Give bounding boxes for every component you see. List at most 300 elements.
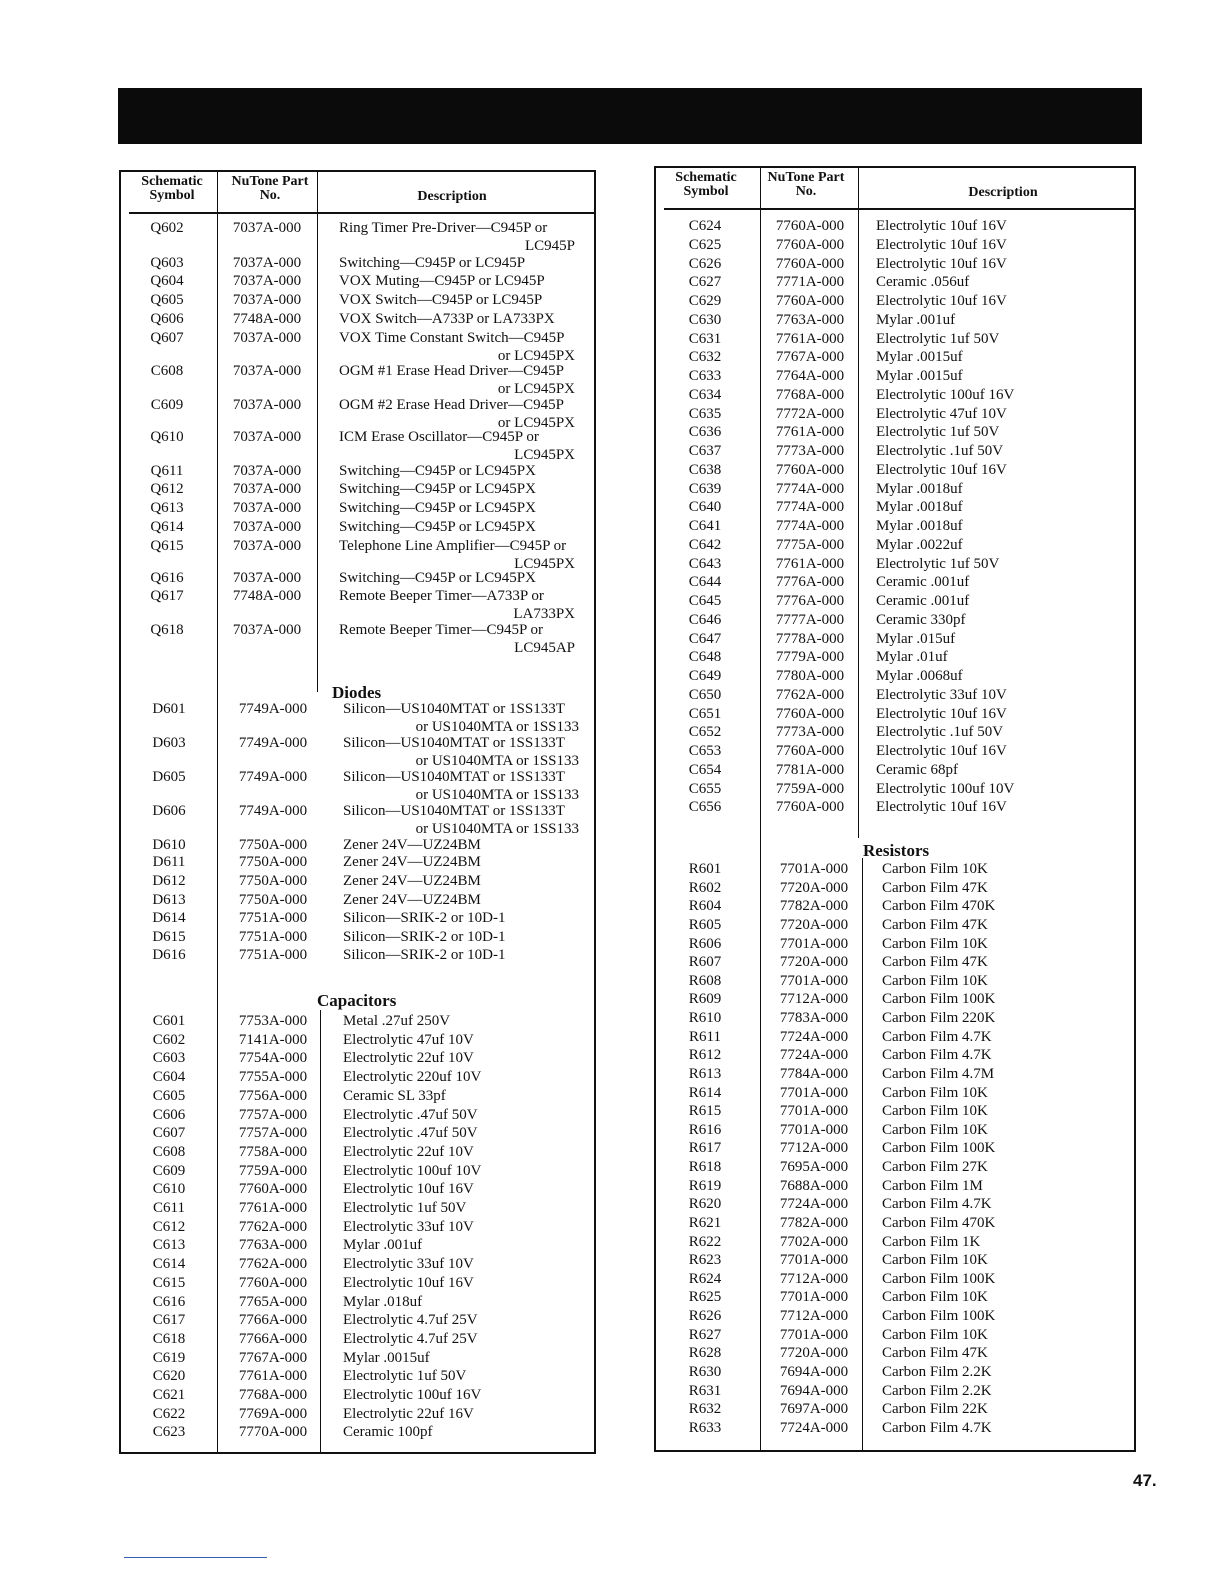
schematic-symbol: C632 [688,349,722,366]
part-number: 7712A-000 [779,1308,849,1325]
description: Electrolytic 47uf 10V [343,1031,474,1048]
description-header: Description [417,189,487,204]
part-number: 7037A-000 [232,481,302,497]
table-row [121,310,594,329]
description: Carbon Film 2.2K [882,1382,992,1399]
table-row [121,700,594,735]
part-number: 7748A-000 [232,311,302,327]
part-number: 7764A-000 [775,368,845,384]
part-number: 7694A-000 [779,1382,849,1399]
section-title: Capacitors [317,991,397,1010]
schematic-symbol: C648 [688,649,722,666]
part-number: 7724A-000 [779,1419,849,1436]
schematic-symbol: R613 [688,1065,722,1082]
part-number: 7037A-000 [232,363,302,379]
schematic-symbol: C634 [688,386,722,403]
schematic-symbol: C656 [688,799,722,816]
schematic-symbol: C622 [152,1405,186,1422]
table-row [656,423,1134,442]
part-number: 7774A-000 [775,499,845,516]
part-number: 7760A-000 [775,255,845,272]
description-block [339,621,575,657]
table-row [656,1195,1134,1214]
description: Electrolytic .1uf 50V [876,443,1004,459]
description-continued: LA733PX [513,606,575,622]
part-number: 7701A-000 [779,1103,849,1120]
description: Electrolytic 10uf 16V [343,1181,474,1198]
table-row [121,587,594,622]
description: Electrolytic 220uf 10V [343,1069,482,1086]
schematic-symbol: C607 [152,1125,186,1142]
schematic-symbol: C611 [153,1200,185,1216]
table-row [656,311,1134,330]
table-row [121,621,594,656]
part-number: 7697A-000 [779,1401,849,1418]
description: Electrolytic 100uf 10V [343,1162,482,1179]
schematic-symbol: C642 [688,536,722,553]
parts-table-left [119,170,596,1454]
part-number: 7724A-000 [779,1196,849,1213]
table-row [656,879,1134,898]
description: Electrolytic 100uf 16V [343,1387,482,1403]
schematic-symbol: R614 [688,1084,722,1101]
description: Electrolytic 22uf 16V [343,1405,474,1422]
schematic-symbol-header: Schematic Symbol [141,174,203,203]
table-row [656,517,1134,536]
part-no-header: NuTone Part No. [231,174,309,203]
description: Electrolytic 33uf 10V [343,1218,474,1235]
part-number: 7773A-000 [775,443,845,459]
description: Mylar .01uf [876,649,948,666]
schematic-symbol: R606 [688,935,722,952]
table-row [656,1065,1134,1084]
table-row [121,518,594,537]
schematic-symbol: R607 [688,954,722,971]
part-number: 7754A-000 [238,1050,308,1067]
description: Carbon Film 1M [882,1177,983,1194]
table-row [121,1423,594,1442]
description: Electrolytic 100uf 10V [876,780,1015,797]
schematic-symbol: R628 [688,1345,722,1362]
schematic-symbol: D611 [152,854,186,870]
part-number: 7763A-000 [775,311,845,328]
description: Mylar .0068uf [876,668,963,684]
table-row [121,1106,594,1125]
table-row [121,480,594,499]
description-continued: LC945P [524,238,575,254]
schematic-symbol: R625 [688,1289,722,1306]
schematic-symbol: Q614 [150,519,184,535]
part-number: 7694A-000 [779,1364,849,1380]
schematic-symbol: R627 [688,1326,722,1343]
part-number: 7037A-000 [232,292,302,308]
table-row [121,909,594,928]
schematic-symbol: Q618 [150,622,184,638]
description-block [339,587,575,623]
description: Remote Beeper Timer—C945P or [339,622,544,638]
schematic-symbol: R630 [688,1364,722,1380]
description: Carbon Film 4.7K [882,1047,992,1064]
schematic-symbol: R633 [688,1419,722,1436]
description: Carbon Film 47K [882,954,988,971]
table-row [121,1405,594,1424]
table-row [656,798,1134,817]
schematic-symbol: R623 [688,1252,722,1269]
part-number: 7037A-000 [232,519,302,535]
description: Zener 24V—UZ24BM [343,892,481,908]
part-number: 7037A-000 [232,622,302,638]
schematic-symbol: C606 [152,1106,186,1123]
schematic-symbol: Q615 [150,538,184,554]
schematic-symbol: R618 [688,1159,722,1176]
schematic-symbol: C638 [688,461,722,478]
description: Ceramic 68pf [876,761,959,778]
description: Ring Timer Pre-Driver—C945P or [339,220,548,236]
part-number: 7760A-000 [775,461,845,478]
table-row [656,236,1134,255]
description-continued: or LC945PX [497,381,575,397]
part-number: 7753A-000 [238,1013,308,1029]
schematic-symbol: C624 [688,218,722,234]
schematic-symbol: R604 [688,898,722,915]
part-number: 7774A-000 [775,480,845,497]
part-number: 7037A-000 [232,220,302,236]
schematic-symbol: C626 [688,255,722,272]
schematic-symbol: D615 [152,929,186,945]
table-row [121,891,594,910]
part-number: 7720A-000 [779,1345,849,1362]
description: Carbon Film 10K [882,1121,988,1138]
schematic-symbol: R631 [688,1382,722,1399]
description: Mylar .001uf [343,1237,423,1254]
table-row [121,396,594,431]
part-number: 7749A-000 [238,735,308,751]
schematic-symbol: Q602 [150,220,184,236]
table-row [656,780,1134,799]
part-number: 7748A-000 [232,588,302,604]
table-row [121,946,594,965]
description: Ceramic .001uf [876,593,970,609]
part-number: 7771A-000 [775,274,845,291]
part-number: 7779A-000 [775,649,845,666]
schematic-symbol: C625 [688,236,722,253]
schematic-symbol: R624 [688,1270,722,1287]
table-row [121,1068,594,1087]
description: Switching—C945P or LC945P [339,255,526,271]
part-number: 7759A-000 [775,780,845,797]
description-block [339,428,575,464]
table-row [121,1311,594,1330]
table-row [121,872,594,891]
description: Switching—C945P or LC945PX [339,519,536,535]
table-row [656,1028,1134,1047]
schematic-symbol: C654 [688,761,722,778]
table-row [121,1330,594,1349]
description: Silicon—US1040MTAT or 1SS133T [343,735,565,751]
part-number: 7760A-000 [775,218,845,234]
schematic-symbol: D606 [152,803,186,819]
schematic-symbol: R626 [688,1308,722,1325]
schematic-symbol: C627 [688,274,722,291]
description: Electrolytic 10uf 16V [876,293,1007,309]
description: Carbon Film 10K [882,861,988,877]
table-row [656,761,1134,780]
description: Carbon Film 470K [882,898,996,915]
part-number: 7761A-000 [238,1368,308,1385]
description: Mylar .0018uf [876,518,963,534]
table-row [121,1199,594,1218]
part-number: 7750A-000 [238,837,308,853]
schematic-symbol: R616 [688,1121,722,1138]
footer-rule [124,1557,267,1558]
description: VOX Switch—C945P or LC945P [339,292,543,308]
schematic-symbol: C613 [152,1237,186,1254]
part-number: 7757A-000 [238,1125,308,1142]
description: ICM Erase Oscillator—C945P or [339,429,539,445]
description: Carbon Film 100K [882,1140,996,1157]
header-banner [118,88,1142,144]
description: Electrolytic .47uf 50V [343,1106,478,1123]
description: Carbon Film 47K [882,916,988,933]
part-number: 7724A-000 [779,1028,849,1045]
table-row [656,860,1134,879]
description-continued: or US1040MTA or 1SS133 [415,753,579,769]
table-row [121,1386,594,1405]
schematic-symbol: C635 [688,405,722,422]
table-row [656,1102,1134,1121]
part-number: 7037A-000 [232,463,302,479]
table-row [656,1419,1134,1438]
table-row [656,1382,1134,1401]
part-number: 7037A-000 [232,330,302,346]
description: Ceramic 330pf [876,611,966,628]
description: Silicon—SRIK-2 or 10D-1 [343,947,506,963]
schematic-symbol: C643 [688,555,722,572]
table-row [656,217,1134,236]
schematic-symbol: Q610 [150,429,184,445]
description: Ceramic 100pf [343,1424,433,1441]
description: Electrolytic 33uf 10V [876,686,1007,703]
description: Electrolytic 1uf 50V [876,424,1000,441]
description: Mylar .0015uf [876,349,963,366]
schematic-symbol: Q611 [150,463,184,479]
part-number: 7720A-000 [779,879,849,896]
schematic-symbol: C640 [688,499,722,516]
description-continued: or LC945PX [497,415,575,431]
part-number: 7766A-000 [238,1312,308,1329]
description: Carbon Film 2.2K [882,1364,992,1380]
schematic-symbol: C646 [688,611,722,628]
schematic-symbol: R615 [688,1103,722,1120]
part-number: 7783A-000 [779,1010,849,1027]
description: Mylar .0015uf [343,1349,430,1366]
table-row [656,897,1134,916]
table-row [656,667,1134,686]
part-number: 7761A-000 [775,330,845,347]
table-row [121,569,594,588]
schematic-symbol: R617 [688,1140,722,1157]
schematic-symbol: D610 [152,837,186,853]
part-number: 7037A-000 [232,500,302,516]
description: Silicon—US1040MTAT or 1SS133T [343,803,565,819]
schematic-symbol: C610 [152,1181,186,1198]
schematic-symbol: D614 [152,910,186,926]
schematic-symbol: R605 [688,916,722,933]
schematic-symbol: C618 [152,1330,186,1347]
schematic-symbol: C637 [688,443,722,459]
table-row [121,1087,594,1106]
part-number: 7776A-000 [775,574,845,591]
table-row [121,329,594,364]
description-continued: or LC945PX [497,348,575,364]
description: Carbon Film 4.7K [882,1196,992,1213]
schematic-symbol: R612 [688,1047,722,1064]
table-row [121,272,594,291]
description: Electrolytic 10uf 16V [876,743,1007,759]
part-number: 7750A-000 [238,892,308,908]
part-number: 7768A-000 [238,1387,308,1403]
table-row [121,802,594,837]
part-number: 7755A-000 [238,1069,308,1086]
schematic-symbol: R609 [688,991,722,1008]
part-number: 7766A-000 [238,1330,308,1347]
part-number: 7760A-000 [775,236,845,253]
schematic-symbol: C649 [688,668,722,684]
table-row [656,686,1134,705]
schematic-symbol: C616 [152,1293,186,1310]
table-row [656,742,1134,761]
part-number: 7720A-000 [779,916,849,933]
table-row [656,1009,1134,1028]
part-number: 7770A-000 [238,1424,308,1441]
table-row [121,928,594,947]
table-row [121,1049,594,1068]
description: Mylar .018uf [343,1293,423,1310]
schematic-symbol: R632 [688,1401,722,1418]
schematic-symbol: R608 [688,972,722,989]
description: Carbon Film 100K [882,1270,996,1287]
description: Carbon Film 10K [882,972,988,989]
part-number: 7758A-000 [238,1143,308,1160]
part-number: 7750A-000 [238,873,308,889]
table-row [656,1270,1134,1289]
description: Electrolytic 10uf 16V [876,799,1007,816]
description: Carbon Film 10K [882,1103,988,1120]
table-row [656,1214,1134,1233]
schematic-symbol: Q616 [150,570,184,586]
part-number: 7749A-000 [238,701,308,717]
description-block [339,219,575,255]
schematic-symbol: C612 [152,1218,186,1235]
part-number: 7760A-000 [775,799,845,816]
table-header [129,172,594,214]
schematic-symbol: D613 [152,892,186,908]
part-number: 7695A-000 [779,1159,849,1176]
table-row [656,1121,1134,1140]
description: Electrolytic 1uf 50V [343,1368,467,1385]
part-number: 7749A-000 [238,803,308,819]
part-number: 7702A-000 [779,1233,849,1250]
part-number: 7724A-000 [779,1047,849,1064]
description: VOX Time Constant Switch—C945P [339,330,565,346]
description-block [339,329,575,365]
schematic-symbol: C602 [152,1031,186,1048]
part-number: 7780A-000 [775,668,845,684]
table-row [121,1349,594,1368]
table-row [121,1162,594,1181]
description-continued: or US1040MTA or 1SS133 [415,787,579,803]
description: Electrolytic 33uf 10V [343,1256,474,1273]
table-row [656,442,1134,461]
table-row [656,1307,1134,1326]
description: Electrolytic 22uf 10V [343,1050,474,1067]
schematic-symbol: R601 [688,861,722,877]
table-row [656,648,1134,667]
description: Mylar .015uf [876,630,956,647]
description: Switching—C945P or LC945PX [339,570,536,586]
description: Zener 24V—UZ24BM [343,873,481,889]
description: Carbon Film 47K [882,1345,988,1362]
schematic-symbol: C631 [688,330,722,347]
parts-table-right [654,166,1136,1452]
description: Carbon Film 220K [882,1010,996,1027]
schematic-symbol: Q606 [150,311,184,327]
part-number: 7762A-000 [238,1218,308,1235]
schematic-symbol: C652 [688,724,722,741]
description: Electrolytic .1uf 50V [876,724,1004,741]
schematic-symbol: Q604 [150,273,184,289]
description: Electrolytic 10uf 16V [876,218,1007,234]
schematic-symbol: R610 [688,1010,722,1027]
description: Switching—C945P or LC945PX [339,500,536,516]
description-continued: or US1040MTA or 1SS133 [415,719,579,735]
description: Carbon Film 22K [882,1401,988,1418]
description: Ceramic SL 33pf [343,1087,446,1104]
table-row [656,990,1134,1009]
table-row [656,330,1134,349]
part-number: 7712A-000 [779,991,849,1008]
table-row [121,254,594,273]
description-header: Description [968,185,1038,200]
schematic-symbol: R621 [688,1214,722,1231]
part-number: 7765A-000 [238,1293,308,1310]
schematic-symbol: R619 [688,1177,722,1194]
description: Metal .27uf 250V [343,1013,451,1029]
description: Switching—C945P or LC945PX [339,463,536,479]
description: Carbon Film 10K [882,1289,988,1306]
description: VOX Switch—A733P or LA733PX [339,311,555,327]
schematic-symbol: D603 [152,735,186,751]
description: Silicon—SRIK-2 or 10D-1 [343,929,506,945]
table-row [121,462,594,481]
part-number: 7701A-000 [779,861,849,877]
schematic-symbol: C617 [152,1312,186,1329]
table-row [121,1236,594,1255]
part-number: 7751A-000 [238,947,308,963]
table-row [656,255,1134,274]
table-row [656,1233,1134,1252]
part-number: 7778A-000 [775,630,845,647]
schematic-symbol: C609 [150,397,184,413]
schematic-symbol: C603 [152,1050,186,1067]
part-number: 7701A-000 [779,1121,849,1138]
description-block [343,734,579,770]
schematic-symbol: R602 [688,879,722,896]
description: Electrolytic 1uf 50V [876,555,1000,572]
description: Mylar .0022uf [876,536,963,553]
schematic-symbol: C636 [688,424,722,441]
schematic-symbol: C639 [688,480,722,497]
